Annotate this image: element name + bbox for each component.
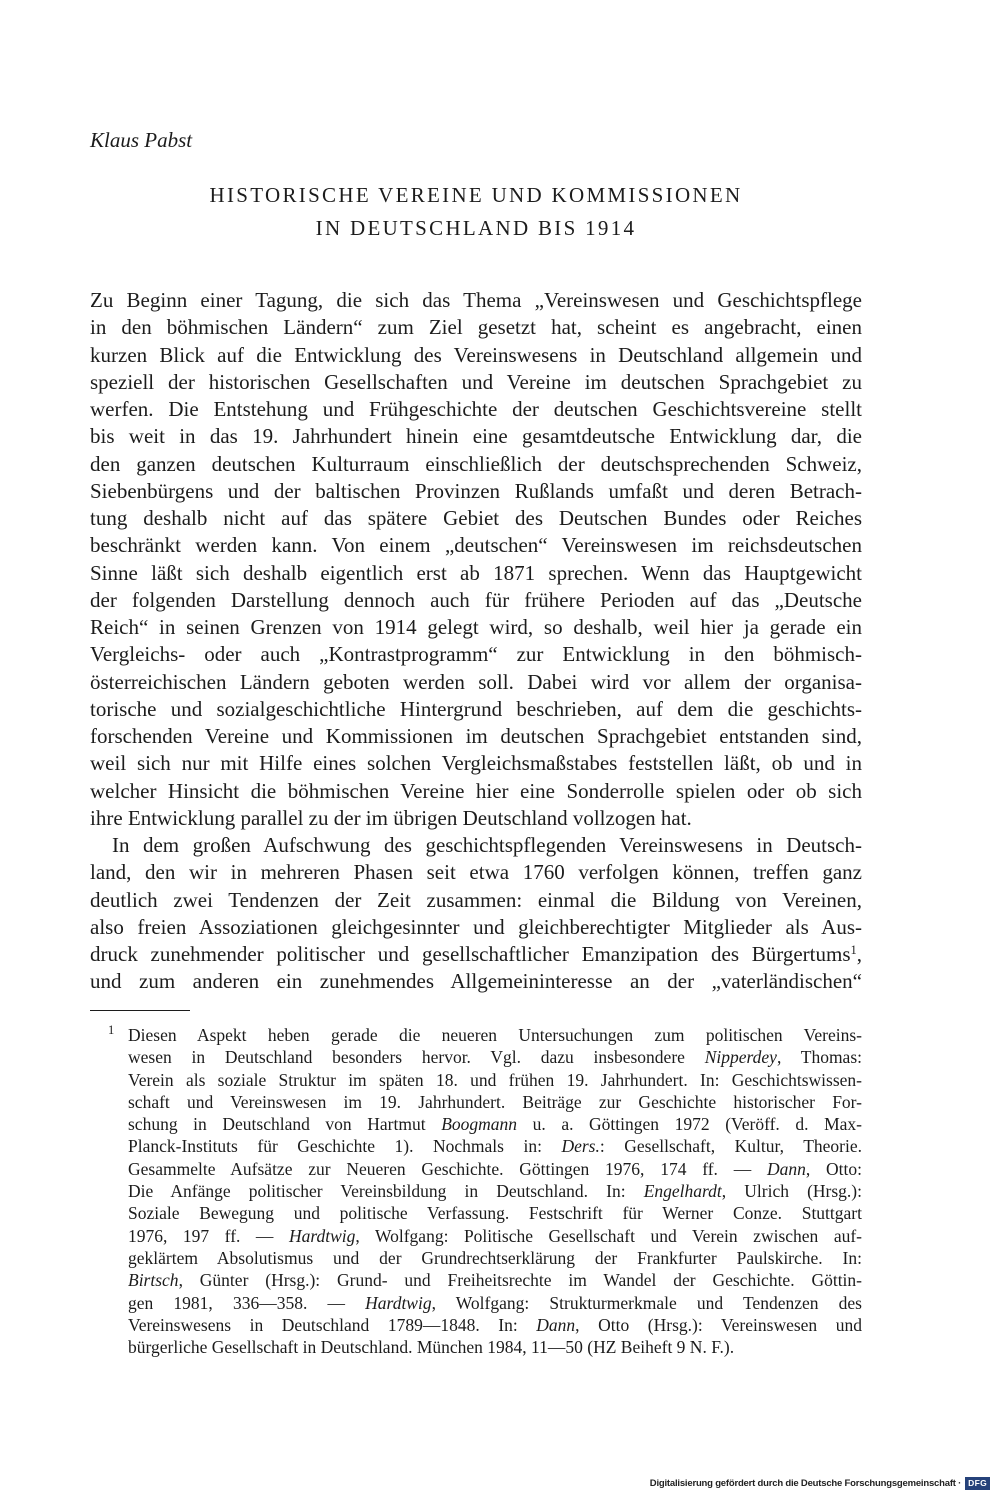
cited-author-name: Dann bbox=[536, 1314, 576, 1335]
text-run: , Wolfgang: Strukturmerkmale und Tendenzen des bbox=[431, 1292, 862, 1313]
footnote-separator bbox=[90, 1010, 190, 1011]
body-line: beschränkt werden kann. Von einem „deutschen“ Vereinswesen im reichsdeutschen bbox=[90, 533, 862, 558]
chapter-title bbox=[90, 179, 862, 245]
footnote bbox=[108, 1023, 863, 1358]
cited-author-name: Nipperdey bbox=[704, 1047, 777, 1068]
text-run: Planck-Instituts für Geschichte 1). Nochmals in: bbox=[128, 1136, 562, 1157]
body-line: den ganzen deutschen Kulturraum einschließlich der deutschsprechenden Schweiz, bbox=[90, 451, 862, 476]
text-run: u. a. Göttingen 1972 (Veröff. d. Max- bbox=[517, 1114, 863, 1135]
body-line bbox=[90, 941, 862, 968]
dfg-logo: DFG bbox=[965, 1477, 990, 1490]
text-run: wesen in Deutschland besonders hervor. Vgl. dazu insbesondere bbox=[128, 1047, 705, 1068]
footnote-line bbox=[128, 1135, 862, 1157]
text-run: , Thomas: bbox=[776, 1047, 862, 1068]
footnote-line bbox=[128, 1180, 862, 1202]
cited-author-name: Birtsch bbox=[128, 1270, 179, 1291]
body-line: ihre Entwicklung parallel zu der im übrigen Deutschland vollzogen hat. bbox=[90, 805, 692, 830]
body-line: deutlich zwei Tendenzen der Zeit zusammen: einmal die Bildung von Vereinen, bbox=[90, 887, 862, 912]
body-line: welcher Hinsicht die böhmischen Vereine hier eine Sonderrolle spielen oder ob sich bbox=[90, 778, 862, 803]
chapter-title-line: IN DEUTSCHLAND BIS 1914 bbox=[315, 216, 637, 240]
body-line: speziell der historischen Gesellschaften und Vereine im deutschen Sprachgebiet zu bbox=[90, 369, 862, 394]
text-run: Vereinswesens in Deutschland 1789—1848. In: bbox=[128, 1314, 537, 1335]
text-run: 1976, 197 ff. — bbox=[128, 1225, 289, 1246]
footnote-line bbox=[128, 1113, 862, 1135]
footnotes bbox=[108, 1023, 863, 1358]
footnote-line: bürgerliche Gesellschaft in Deutschland. München 1984, 11—50 (HZ Beiheft 9 N. F.). bbox=[128, 1337, 735, 1358]
body-line: Reich“ in seinen Grenzen von 1914 gelegt wird, so deshalb, weil hier ja gerade ein bbox=[90, 615, 862, 639]
body-line: österreichischen Ländern geboten werden soll. Dabei wird vor allem der organisa- bbox=[90, 669, 862, 694]
text-run: : Gesellschaft, Kultur, Theorie. bbox=[599, 1136, 862, 1157]
body-line: weil sich nur mit Hilfe eines solchen Vergleichsmaßstabes feststellen läßt, ob und in bbox=[90, 751, 862, 776]
footnote-line: schaft und Vereinswesen im 19. Jahrhundert. Beiträge zur Geschichte historischer For- bbox=[128, 1091, 862, 1112]
body-line: Vergleichs- oder auch „Kontrastprogramm“ zur Entwicklung in den böhmisch- bbox=[90, 642, 862, 667]
body-line: Siebenbürgens und der baltischen Provinzen Rußlands umfaßt und deren Betrach- bbox=[90, 478, 862, 503]
cited-author-name: Hardtwig bbox=[365, 1292, 432, 1313]
chapter-author: Klaus Pabst bbox=[90, 128, 193, 152]
text-run: , Otto (Hrsg.): Vereinswesen und bbox=[575, 1314, 862, 1335]
footnote-line: Soziale Bewegung und politische Verfassung. Festschrift für Werner Conze. Stuttgart bbox=[128, 1203, 862, 1224]
text-run: gen 1981, 336—358. — bbox=[128, 1292, 366, 1313]
body-line: der folgenden Darstellung dennoch auch für frühere Perioden auf das „Deutsche bbox=[90, 587, 862, 612]
footnote-reference: 1 bbox=[850, 943, 857, 957]
footnote-line bbox=[128, 1292, 862, 1314]
cited-author-name: Ders. bbox=[561, 1136, 600, 1157]
text-run: , Ulrich (Hrsg.): bbox=[721, 1181, 862, 1202]
chapter-title-line: HISTORISCHE VEREINE UND KOMMISSIONEN bbox=[209, 183, 743, 207]
cited-author-name: Hardtwig bbox=[288, 1225, 356, 1246]
footnote-line bbox=[128, 1314, 862, 1336]
digitization-credit-text: Digitalisierung gefördert durch die Deutsche Forschungsgemeinschaft · bbox=[649, 1477, 962, 1489]
text-run: druck zunehmender politischer und gesellschaftlicher Emanzipation des Bürgertums bbox=[90, 942, 851, 966]
paragraph bbox=[90, 287, 862, 832]
body-line: also freien Assoziationen gleichgesinnter und gleichberechtigter Mitglieder als Aus- bbox=[90, 914, 862, 939]
footnote-line: Verein als soziale Struktur im späten 18. und frühen 19. Jahrhundert. In: Geschichtswissen- bbox=[128, 1069, 862, 1090]
footnote-line bbox=[128, 1269, 862, 1291]
text-run: , Günter (Hrsg.): Grund- und Freiheitsrechte im Wandel der Geschichte. Göttin- bbox=[178, 1270, 862, 1291]
body-line: tung deshalb nicht auf das spätere Gebiet des Deutschen Bundes oder Reiches bbox=[90, 506, 862, 530]
body-text bbox=[90, 287, 862, 996]
footnote-line bbox=[128, 1046, 862, 1068]
body-line: land, den wir in mehreren Phasen seit etwa 1760 verfolgen können, treffen ganz bbox=[90, 860, 862, 885]
body-line: forschenden Vereine und Kommissionen im deutschen Sprachgebiet entstanden sind, bbox=[90, 724, 862, 748]
cited-author-name: Boogmann bbox=[441, 1114, 518, 1135]
digitization-credit bbox=[650, 1476, 990, 1490]
footnote-line: Diesen Aspekt heben gerade die neueren Untersuchungen zum politischen Vereins- bbox=[128, 1025, 862, 1045]
footnote-text bbox=[128, 1024, 862, 1358]
text-run: Gesammelte Aufsätze zur Neueren Geschichte. Göttingen 1976, 174 ff. — bbox=[128, 1158, 767, 1179]
footnote-line: geklärtem Absolutismus und der Grundrechtserklärung der Frankfurter Paulskirche. In: bbox=[128, 1247, 862, 1268]
text-run: , Otto: bbox=[805, 1158, 862, 1179]
body-line: Zu Beginn einer Tagung, die sich das Thema „Vereinswesen und Geschichtspflege bbox=[90, 288, 862, 312]
body-line: in den böhmischen Ländern“ zum Ziel gesetzt hat, scheint es angebracht, einen bbox=[90, 315, 862, 340]
body-line: und zum anderen ein zunehmendes Allgemeininteresse an der „vaterländischen“ bbox=[90, 969, 862, 994]
body-line: Sinne läßt sich deshalb eigentlich erst ab 1871 sprechen. Wenn das Hauptgewicht bbox=[90, 560, 862, 585]
body-line: bis weit in das 19. Jahrhundert hinein eine gesamtdeutsche Entwicklung dar, die bbox=[90, 424, 862, 449]
text-run: , bbox=[856, 942, 862, 966]
body-line: werfen. Die Entstehung und Frühgeschichte der deutschen Geschichtsvereine stellt bbox=[90, 397, 862, 421]
body-line: kurzen Blick auf die Entwicklung des Vereinswesens in Deutschland allgemein und bbox=[90, 342, 862, 367]
text-run: schung in Deutschland von Hartmut bbox=[128, 1114, 442, 1135]
body-line: torische und sozialgeschichtliche Hintergrund beschrieben, auf dem die geschichts- bbox=[90, 696, 862, 721]
text-run: Die Anfänge politischer Vereinsbildung in Deutschland. In: bbox=[128, 1181, 644, 1202]
cited-author-name: Engelhardt bbox=[643, 1181, 722, 1202]
body-line: In dem großen Aufschwung des geschichtspflegenden Vereinswesens in Deutsch- bbox=[112, 833, 862, 857]
text-run: , Wolfgang: Politische Gesellschaft und Verein zwischen auf- bbox=[355, 1225, 862, 1246]
cited-author-name: Dann bbox=[766, 1158, 806, 1179]
paragraph bbox=[90, 832, 862, 996]
footnote-marker: 1 bbox=[108, 1023, 115, 1037]
footnote-line bbox=[128, 1225, 862, 1247]
footnote-line bbox=[128, 1158, 862, 1180]
